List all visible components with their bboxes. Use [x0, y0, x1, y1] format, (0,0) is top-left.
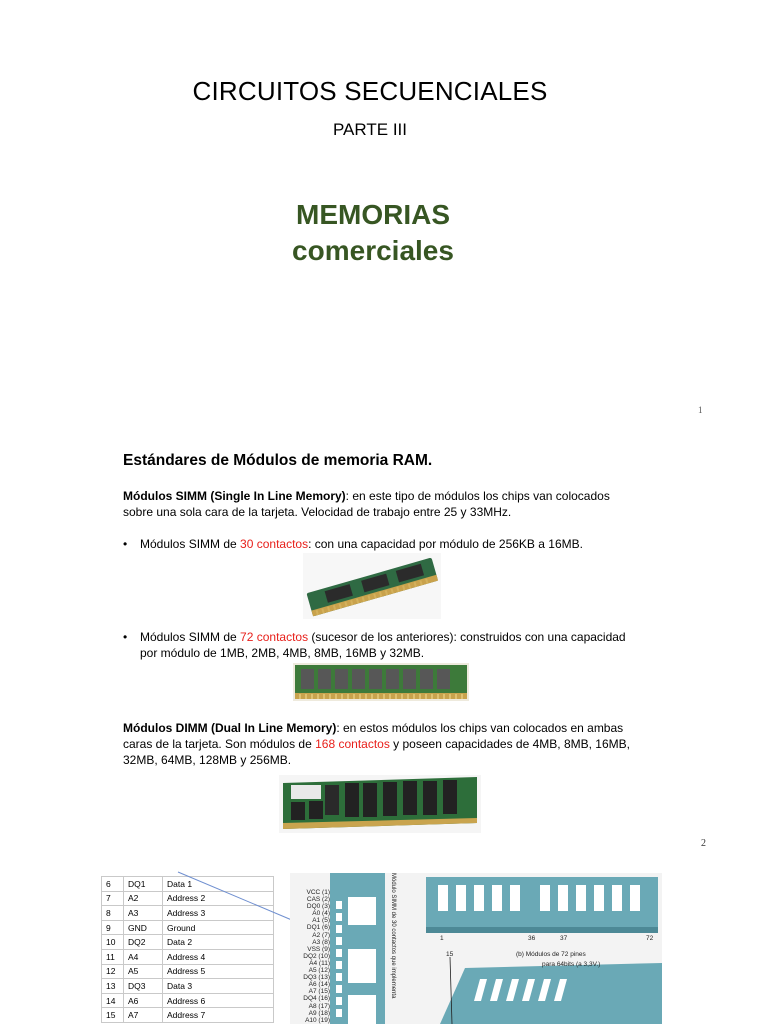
pin-description-cell: Address 2: [163, 891, 274, 906]
connector-line: [150, 868, 310, 928]
main-heading-line1: MEMORIAS: [296, 199, 450, 230]
simm-term: Módulos SIMM (Single In Line Memory): [123, 489, 346, 503]
table-row: [102, 935, 274, 950]
pin-description-cell: Address 3: [163, 906, 274, 921]
slide-title: CIRCUITOS SECUENCIALES: [192, 76, 548, 106]
pin-signal-cell: GND: [124, 920, 163, 935]
pin-signal-cell: A4: [124, 949, 163, 964]
pin-description-cell: Data 2: [163, 935, 274, 950]
pin-signal-cell: A2: [124, 891, 163, 906]
dimm-paragraph: [123, 720, 643, 768]
pin-signal-cell: A7: [124, 1008, 163, 1023]
simm-diagram: [290, 873, 662, 1024]
table-row: [102, 993, 274, 1008]
pin-number-cell: 15: [102, 1008, 124, 1023]
simm-paragraph: [123, 488, 643, 520]
pin-label: A4 (11): [309, 959, 330, 967]
table-row: [102, 1008, 274, 1023]
pin-number-cell: 9: [102, 920, 124, 935]
page-number: 1: [698, 405, 703, 415]
bullet-marker: •: [123, 537, 128, 551]
pin-number-cell: 10: [102, 935, 124, 950]
pin-label: A0 (4): [312, 910, 330, 918]
pin-label: A1 (5): [312, 917, 330, 925]
dimm-description-1: : en estos módulos los chips van colocados en ambas caras de la tarjeta. Son módulos de: [123, 721, 624, 751]
pin-number-72: 72: [646, 935, 654, 942]
bullet-text: [140, 536, 640, 552]
pin-label: CAS (2): [306, 896, 330, 904]
pin-label: A3 (8): [312, 938, 330, 946]
diagram-caption-line2: para 64bits (a 3,3V.): [542, 961, 601, 968]
pin-number-cell: 11: [102, 949, 124, 964]
pin-label: VSS (9): [307, 945, 330, 953]
pin-label: A10 (19): [305, 1016, 330, 1024]
pin-label: VCC (1): [306, 889, 330, 896]
pin-number-37: 37: [560, 935, 568, 942]
pin-number-cell: 7: [102, 891, 124, 906]
pin-label: DQ2 (10): [303, 952, 330, 960]
dimm-term: Módulos DIMM (Dual In Line Memory): [123, 721, 337, 735]
pin-label: DQ0 (3): [306, 903, 330, 911]
pin-number-1: 1: [440, 935, 444, 942]
table-row: [102, 979, 274, 994]
pin-number-cell: 8: [102, 906, 124, 921]
pin-label: A7 (15): [308, 988, 330, 996]
simm-30-module-image: [303, 553, 441, 619]
pin-number-15: 15: [446, 951, 454, 958]
pin-description-cell: Address 4: [163, 949, 274, 964]
pin-number-cell: 12: [102, 964, 124, 979]
slide-main-heading: [0, 197, 746, 269]
pin-signal-cell: A6: [124, 993, 163, 1008]
pin-signal-cell: DQ2: [124, 935, 163, 950]
pin-label: DQ4 (16): [303, 995, 330, 1003]
bullet-text: [140, 629, 640, 661]
bullet-text-pre: Módulos SIMM de: [140, 537, 241, 551]
pin-description-cell: Ground: [163, 920, 274, 935]
pin-number-cell: 14: [102, 993, 124, 1008]
pin-label: A6 (14): [308, 981, 330, 989]
pin-description-cell: Data 1: [163, 877, 274, 892]
pin-label: A8 (17): [308, 1002, 330, 1010]
page-number: 2: [701, 838, 706, 849]
pin-label: A9 (18): [308, 1009, 330, 1017]
pin-description-cell: Data 3: [163, 979, 274, 994]
pin-description-cell: Address 6: [163, 993, 274, 1008]
bullet-text-post: (sucesor de los anteriores): construidos con una capacidad por módulo de 1MB, 2MB, 4MB, 8MB, 16MB y 32MB.: [140, 630, 626, 660]
pin-number-36: 36: [528, 935, 536, 942]
pin-label: DQ1 (6): [306, 924, 330, 932]
pin-label: DQ3 (13): [303, 974, 330, 982]
bullet-marker: •: [123, 630, 128, 644]
dimm-description-2: y poseen capacidades de 4MB, 8MB, 16MB, 32MB, 64MB, 128MB y 256MB.: [123, 737, 630, 767]
pin-label: A5 (12): [308, 967, 330, 975]
highlight-contacts: 72 contactos: [240, 630, 309, 644]
bullet-text-post: : con una capacidad por módulo de 256KB a 16MB.: [308, 537, 583, 551]
section-heading: Estándares de Módulos de memoria RAM.: [123, 452, 433, 469]
highlight-contacts: 30 contactos: [240, 537, 309, 551]
table-row: [102, 964, 274, 979]
slide-subtitle: PARTE III: [332, 120, 407, 139]
table-row: [102, 949, 274, 964]
pin-signal-cell: DQ1: [124, 877, 163, 892]
pin-number-cell: 6: [102, 877, 124, 892]
main-heading-line2: comerciales: [292, 235, 454, 266]
pin-description-cell: Address 7: [163, 1008, 274, 1023]
pin-signal-cell: DQ3: [124, 979, 163, 994]
pin-number-cell: 13: [102, 979, 124, 994]
highlight-contacts: 168 contactos: [315, 737, 390, 751]
vertical-caption: Módulo SIMM de 30 contactos que implementa: [390, 873, 396, 999]
simm-72-module-image: [293, 663, 469, 701]
bullet-text-pre: Módulos SIMM de: [140, 630, 241, 644]
dimm-module-image: [279, 775, 481, 833]
pin-signal-cell: A3: [124, 906, 163, 921]
diagram-caption-line1: (b) Módulos de 72 pines: [516, 951, 586, 958]
pin-description-cell: Address 5: [163, 964, 274, 979]
pin-label-list: [292, 889, 330, 1024]
pin-label: A2 (7): [312, 931, 330, 939]
pin-signal-cell: A5: [124, 964, 163, 979]
simm-description: : en este tipo de módulos los chips van colocados sobre una sola cara de la tarjeta. Velocidad de trabajo entre 25 y 33MHz.: [123, 489, 610, 519]
